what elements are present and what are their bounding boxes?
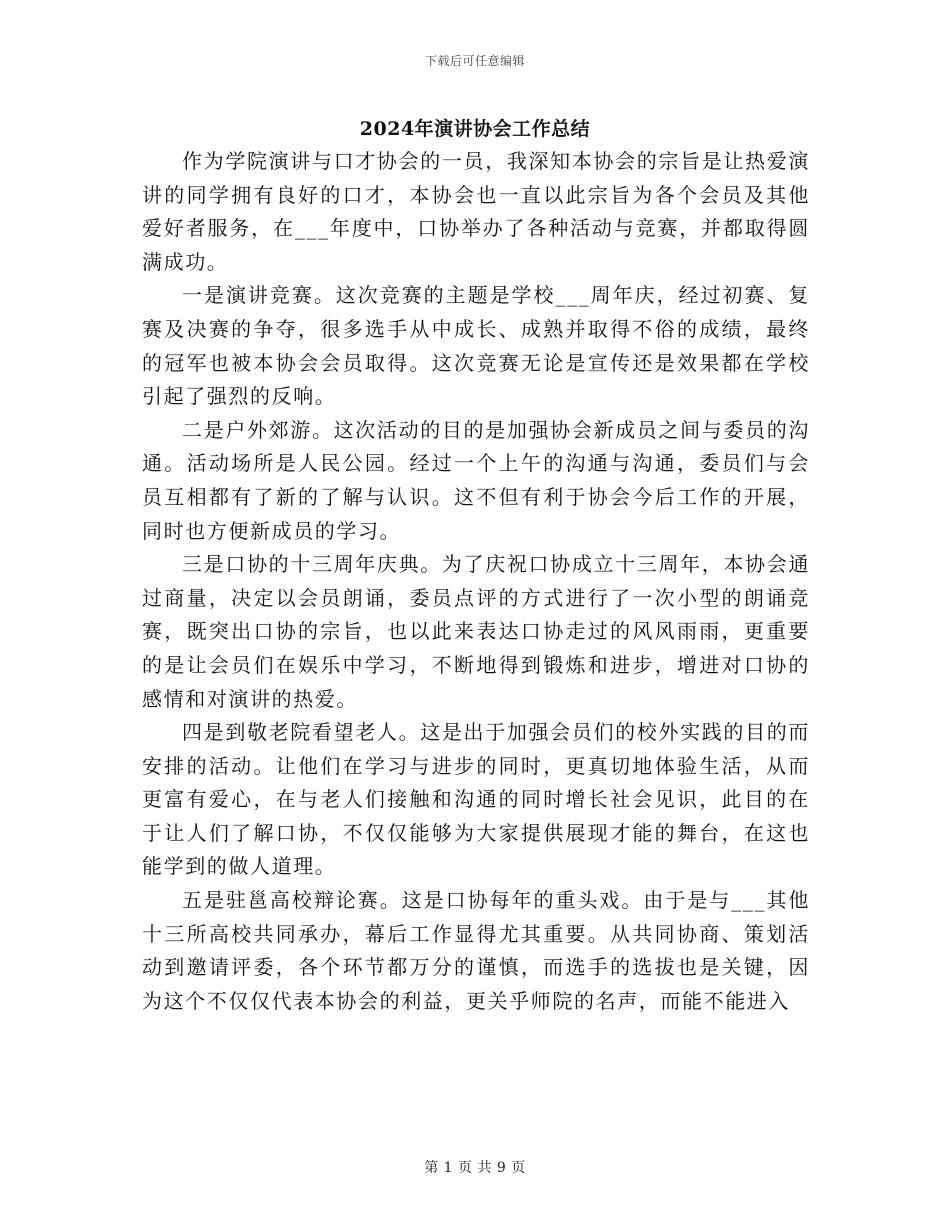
header-note: 下载后可任意编辑 [424,54,525,68]
paragraph-anniversary: 三是口协的十三周年庆典。为了庆祝口协成立十三周年，本协会通过商量，决定以会员朗诵，委员点评的方式进行了一次小型的朗诵竞赛，既突出口协的宗旨，也以此来表达口协走过的风风雨雨，更重要的是让会员们在娱乐中学习，不断地得到锻炼和进步，增进对口协的感情和对演讲的热爱。 [142,552,810,711]
page-footer: 第 1 页 共 9 页 [424,1160,526,1176]
paragraph-speech-contest: 一是演讲竞赛。这次竞赛的主题是学校___周年庆，经过初赛、复赛及决赛的争夺，很多选手从中成长、成熟并取得不俗的成绩，最终的冠军也被本协会会员取得。这次竞赛无论是宣传还是效果都在学校引起了强烈的反响。 [142,283,810,409]
paragraph-debate: 五是驻邕高校辩论赛。这是口协每年的重头戏。由于是与___其他十三所高校共同承办，幕后工作显得尤其重要。从共同协商、策划活动到邀请评委，各个环节都万分的谨慎，而选手的选拔也是关键，因为这个不仅仅代表本协会的利益，更关乎师院的名声，而能不能进入 [142,888,810,1013]
document-body [142,145,810,1018]
paragraph-nursing-home: 四是到敬老院看望老人。这是出于加强会员们的校外实践的目的而安排的活动。让他们在学习与进步的同时，更真切地体验生活，从而更富有爱心，在与老人们接触和沟通的同时增长社会见识，此目的在于让人们了解口协，不仅仅能够为大家提供展现才能的舞台，在这也能学到的做人道理。 [142,720,810,879]
paragraph-intro: 作为学院演讲与口才协会的一员，我深知本协会的宗旨是让热爱演讲的同学拥有良好的口才，本协会也一直以此宗旨为各个会员及其他爱好者服务，在___年度中，口协举办了各种活动与竞赛，并都取得圆满成功。 [142,149,810,274]
paragraph-outing: 二是户外郊游。这次活动的目的是加强协会新成员之间与委员的沟通。活动场所是人民公园。经过一个上午的沟通与沟通，委员们与会员互相都有了新的了解与认识。这不但有利于协会今后工作的开展，同时也方便新成员的学习。 [142,417,810,543]
document-title: 2024年演讲协会工作总结 [359,118,591,140]
